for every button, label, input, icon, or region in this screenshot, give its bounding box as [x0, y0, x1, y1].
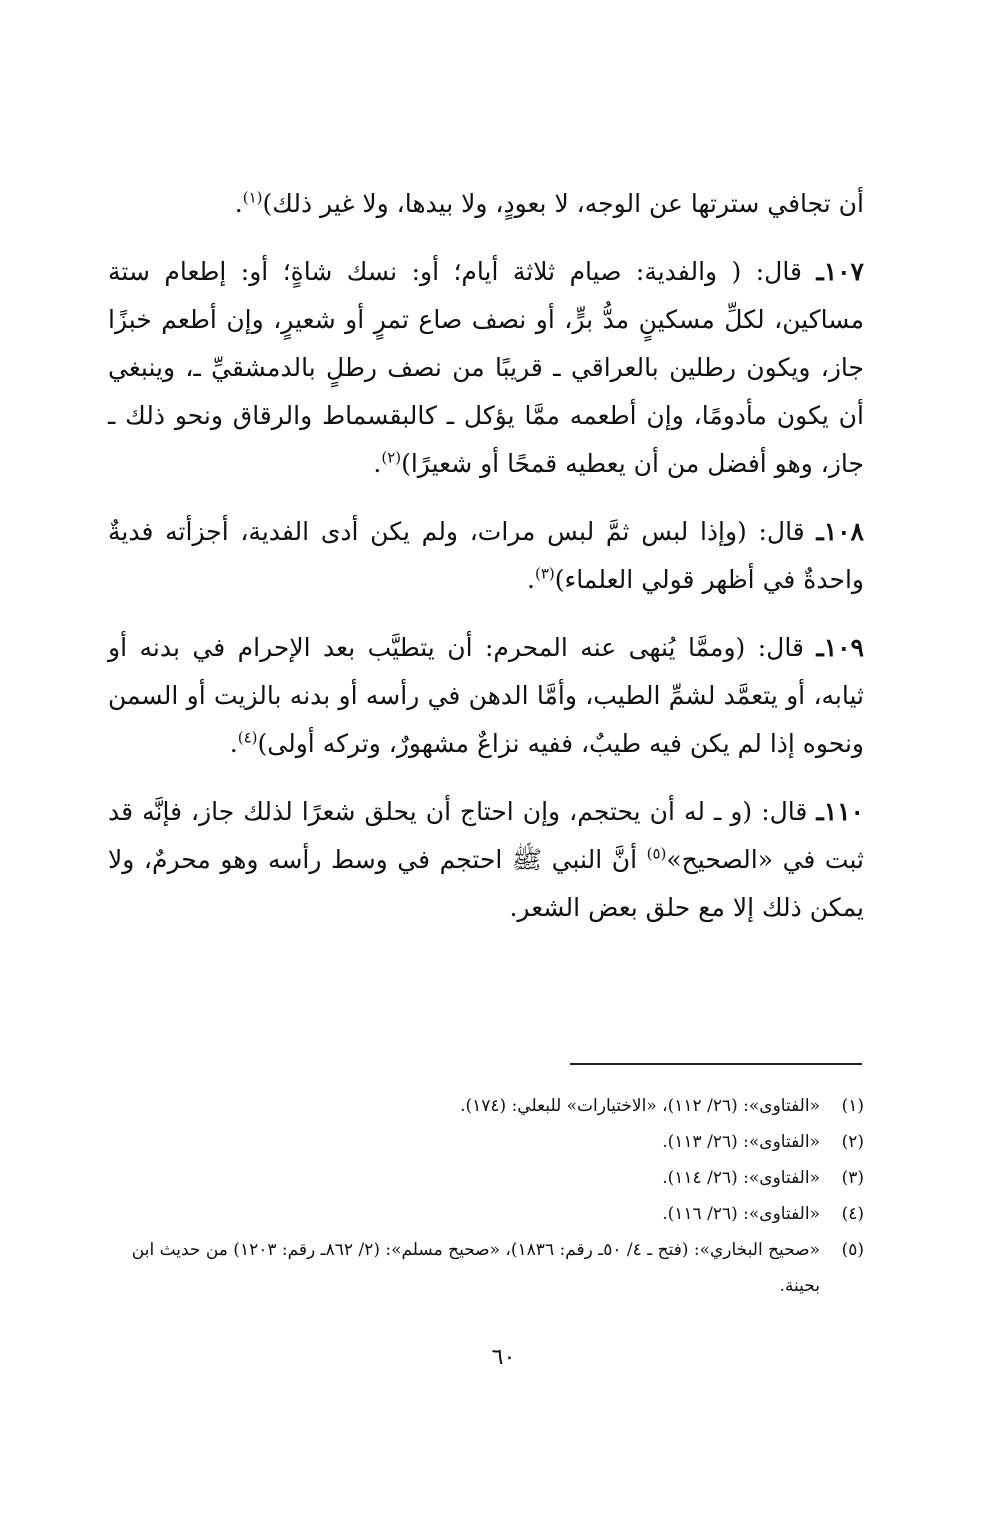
footnote-number: (١)	[841, 1096, 864, 1116]
paragraph-text: قال: (وممَّا يُنهى عنه المحرم: أن يتطيَّب بعد الإحرام في بدنه أو ثيابه، أو يتعمَّد لشمِّ الطيب، وأمَّا الدهن في رأسه أو بدنه بالزيت أو السمن ونحوه إذا لم يكن فيه طيبٌ، ففيه نزاعٌ مشهورٌ، وتركه أولى)	[108, 633, 864, 758]
paragraph-number: ١٠٧ـ	[816, 257, 864, 286]
paragraph-108	[108, 508, 864, 604]
footnote-text: «صحيح البخاري»: (فتح ـ ٤/ ٥٠ـ رقم: ١٨٣٦)، «صحيح مسلم»: (٢/ ٨٦٢ـ رقم: ١٢٠٣) من حديث ابن بحينة.	[131, 1240, 820, 1296]
footnote-ref[interactable]: (٥)	[646, 844, 667, 863]
footnote-number: (٢)	[841, 1132, 864, 1152]
paragraph-continuation	[108, 180, 864, 228]
paragraph-text: قال: (و ـ له أن يحتجم، وإن احتاج أن يحلق شعرًا لذلك جاز، فإنَّه قد ثبت في «الصحيح»	[108, 797, 864, 874]
paragraph-tail: .	[527, 565, 535, 594]
footnote-number: (٥)	[841, 1240, 864, 1260]
paragraph-tail: .	[373, 449, 382, 478]
footnote-text: «الفتاوى»: (٢٦/ ١١٦).	[662, 1204, 820, 1224]
paragraph-tail: .	[234, 189, 243, 218]
footnote-text: «الفتاوى»: (٢٦/ ١١٤).	[662, 1168, 820, 1188]
paragraph-text: أن تجافي سترتها عن الوجه، لا بعودٍ، ولا بيدها، ولا غير ذلك)	[262, 189, 864, 218]
paragraph-number: ١٠٩ـ	[816, 633, 864, 662]
paragraph-text: قال: (وإذا لبس ثمَّ لبس مرات، ولم يكن أدى الفدية، أجزأته فديةٌ واحدةٌ في أظهر قولي العلماء)	[108, 517, 864, 594]
footnote-separator	[570, 1063, 862, 1065]
footnote-item	[108, 1232, 864, 1304]
footnote-ref[interactable]: (٤)	[237, 728, 258, 747]
footnote-text: «الفتاوى»: (٢٦/ ١١٢)، «الاختيارات» للبعلي: (١٧٤).	[460, 1096, 820, 1116]
footnote-item	[108, 1196, 864, 1232]
page-number: ٦٠	[491, 1345, 516, 1370]
footnote-ref[interactable]: (١)	[242, 188, 263, 207]
footnote-ref[interactable]: (٣)	[534, 564, 555, 583]
paragraph-110	[108, 788, 864, 932]
paragraph-text: قال: ( والفدية: صيام ثلاثة أيام؛ أو: نسك شاةٍ؛ أو: إطعام ستة مساكين، لكلِّ مسكينٍ مدُّ برٍّ، أو نصف صاع تمرٍ أو شعيرٍ، وإن أطعم خبزًا جاز، ويكون رطلين بالعراقي ـ قريبًا من نصف رطلٍ بالدمشقيِّ ـ، وينبغي أن يكون مأدومًا، وإن أطعمه ممَّا يؤكل ـ كالبقسماط والرقاق ونحو ذلك ـ جاز، وهو أفضل من أن يعطيه قمحًا أو شعيرًا)	[108, 257, 864, 478]
page-body	[108, 180, 864, 952]
footnote-item	[108, 1160, 864, 1196]
footnote-ref[interactable]: (٢)	[381, 448, 402, 467]
footnote-item	[108, 1088, 864, 1124]
footnote-number: (٣)	[841, 1168, 864, 1188]
paragraph-tail: أنَّ النبي ﷺ احتجم في وسط رأسه وهو محرمٌ، ولا يمكن ذلك إلا مع حلق بعض الشعر.	[108, 845, 864, 922]
footnotes	[108, 1088, 864, 1304]
paragraph-number: ١٠٨ـ	[816, 517, 864, 546]
footnote-item	[108, 1124, 864, 1160]
footnote-text: «الفتاوى»: (٢٦/ ١١٣).	[662, 1132, 820, 1152]
paragraph-tail: .	[229, 729, 238, 758]
paragraph-number: ١١٠ـ	[816, 797, 864, 826]
paragraph-109	[108, 624, 864, 768]
paragraph-107	[108, 248, 864, 488]
footnote-number: (٤)	[841, 1204, 864, 1224]
